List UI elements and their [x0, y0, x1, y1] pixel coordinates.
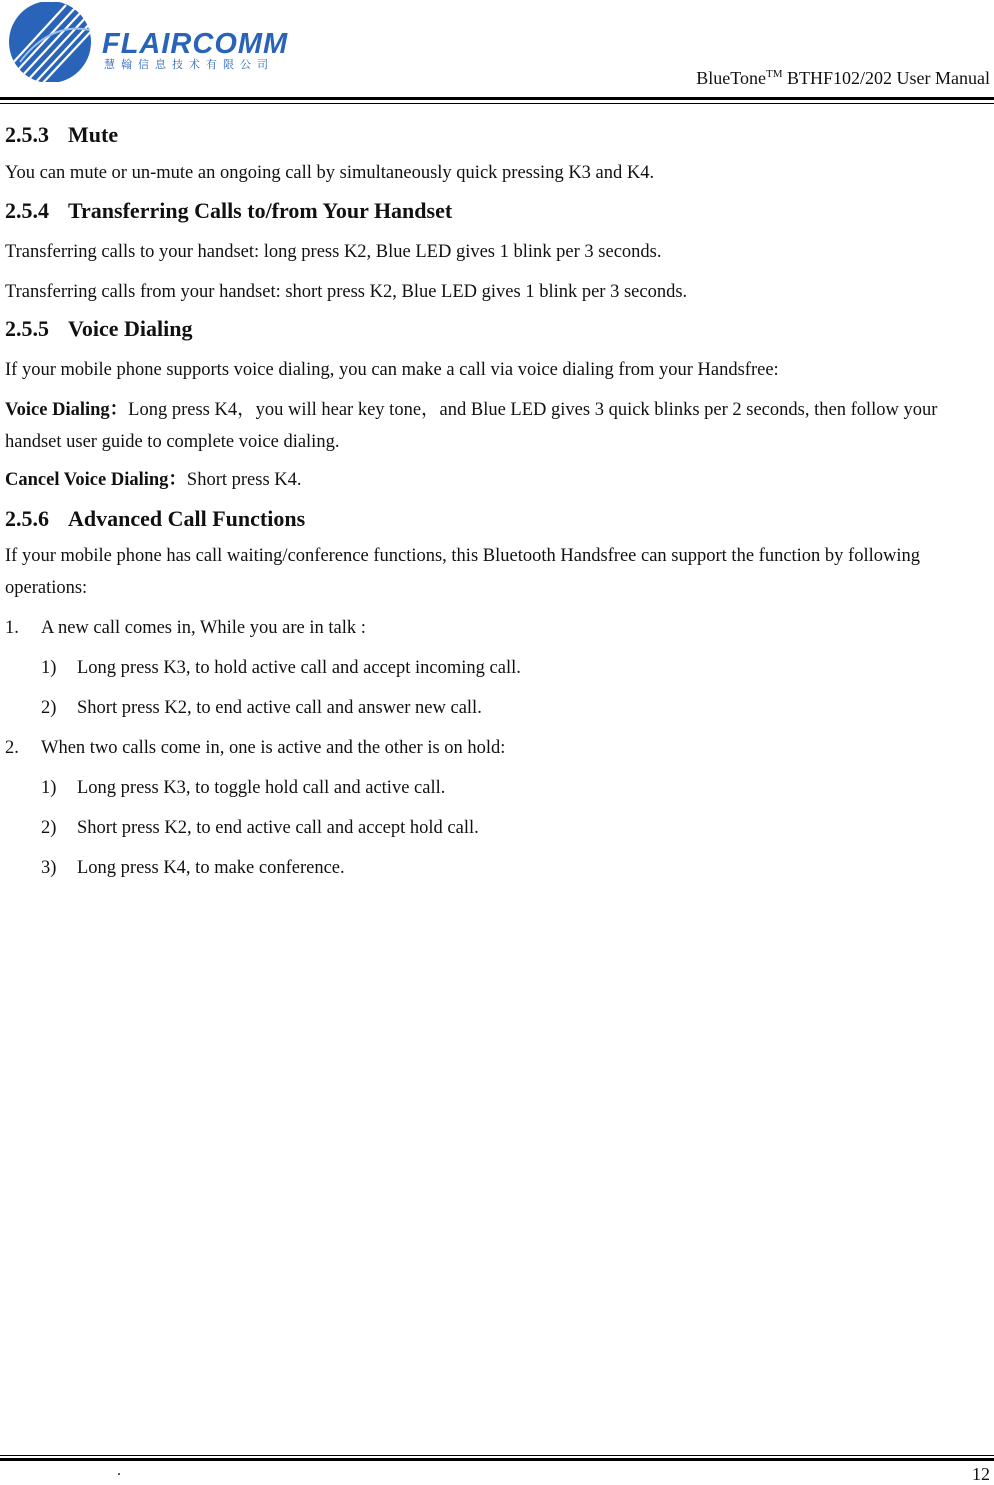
header-rule-thick	[0, 97, 994, 100]
voice-dialing-label: Voice Dialing：	[5, 400, 129, 420]
page-number: 12	[972, 1464, 990, 1484]
flaircomm-logo	[6, 2, 306, 82]
header-rule-thin	[0, 103, 994, 104]
voice-intro-text: If your mobile phone supports voice dialing, you can make a call via voice dialing from your Handsfree:	[5, 360, 779, 380]
list-subitem: 2) Short press K2, to end active call and accept hold call.	[41, 818, 479, 838]
footer-rule-thin	[0, 1455, 994, 1456]
list-item: 1. A new call comes in, While you are in talk :	[5, 618, 366, 638]
advanced-intro-text: If your mobile phone has call waiting/conference functions, this Bluetooth Handsfree can support the function by following operations:	[5, 546, 921, 598]
page-content	[5, 120, 991, 888]
globe-logo-icon	[6, 2, 96, 82]
cancel-voice-dialing-text: Cancel Voice Dialing：Short press K4.	[5, 470, 302, 490]
heading-advanced: 2.5.6 Advanced Call Functions	[5, 506, 306, 531]
heading-transfer: 2.5.4 Transferring Calls to/from Your Handset	[5, 198, 453, 223]
footer-rule-thick	[0, 1458, 994, 1461]
voice-dialing-text: Voice Dialing：Long press K4，you will hear key tone，and Blue LED gives 3 quick blinks per 2 seconds, then follow your handset user guide to complete voice dialing.	[5, 400, 938, 452]
heading-voice-dialing: 2.5.5 Voice Dialing	[5, 316, 193, 341]
page-header	[0, 0, 994, 104]
list-item: 2. When two calls come in, one is active and the other is on hold:	[5, 738, 506, 758]
transfer-to-text: Transferring calls to your handset: long press K2, Blue LED gives 1 blink per 3 seconds.	[5, 242, 662, 262]
mute-text: You can mute or un-mute an ongoing call by simultaneously quick pressing K3 and K4.	[5, 163, 655, 183]
list-subitem: 3) Long press K4, to make conference.	[41, 858, 345, 878]
title-product: BTHF102/202 User Manual	[782, 68, 990, 88]
transfer-from-text: Transferring calls from your handset: short press K2, Blue LED gives 1 blink per 3 seconds.	[5, 282, 688, 302]
logo-wordmark: FLAIRCOMM	[102, 28, 289, 60]
manual-title	[696, 68, 990, 89]
list-subitem: 2) Short press K2, to end active call and answer new call.	[41, 698, 482, 718]
list-subitem: 1) Long press K3, to toggle hold call and active call.	[41, 778, 446, 798]
heading-mute: 2.5.3 Mute	[5, 122, 119, 147]
title-brand: BlueTone	[696, 68, 767, 88]
list-subitem: 1) Long press K3, to hold active call and accept incoming call.	[41, 658, 521, 678]
cancel-voice-label: Cancel Voice Dialing：	[5, 470, 187, 490]
title-trademark: TM	[766, 68, 783, 80]
footer-dot: .	[117, 1462, 121, 1479]
logo-chinese-name: 慧翰信息技术有限公司	[104, 58, 274, 71]
